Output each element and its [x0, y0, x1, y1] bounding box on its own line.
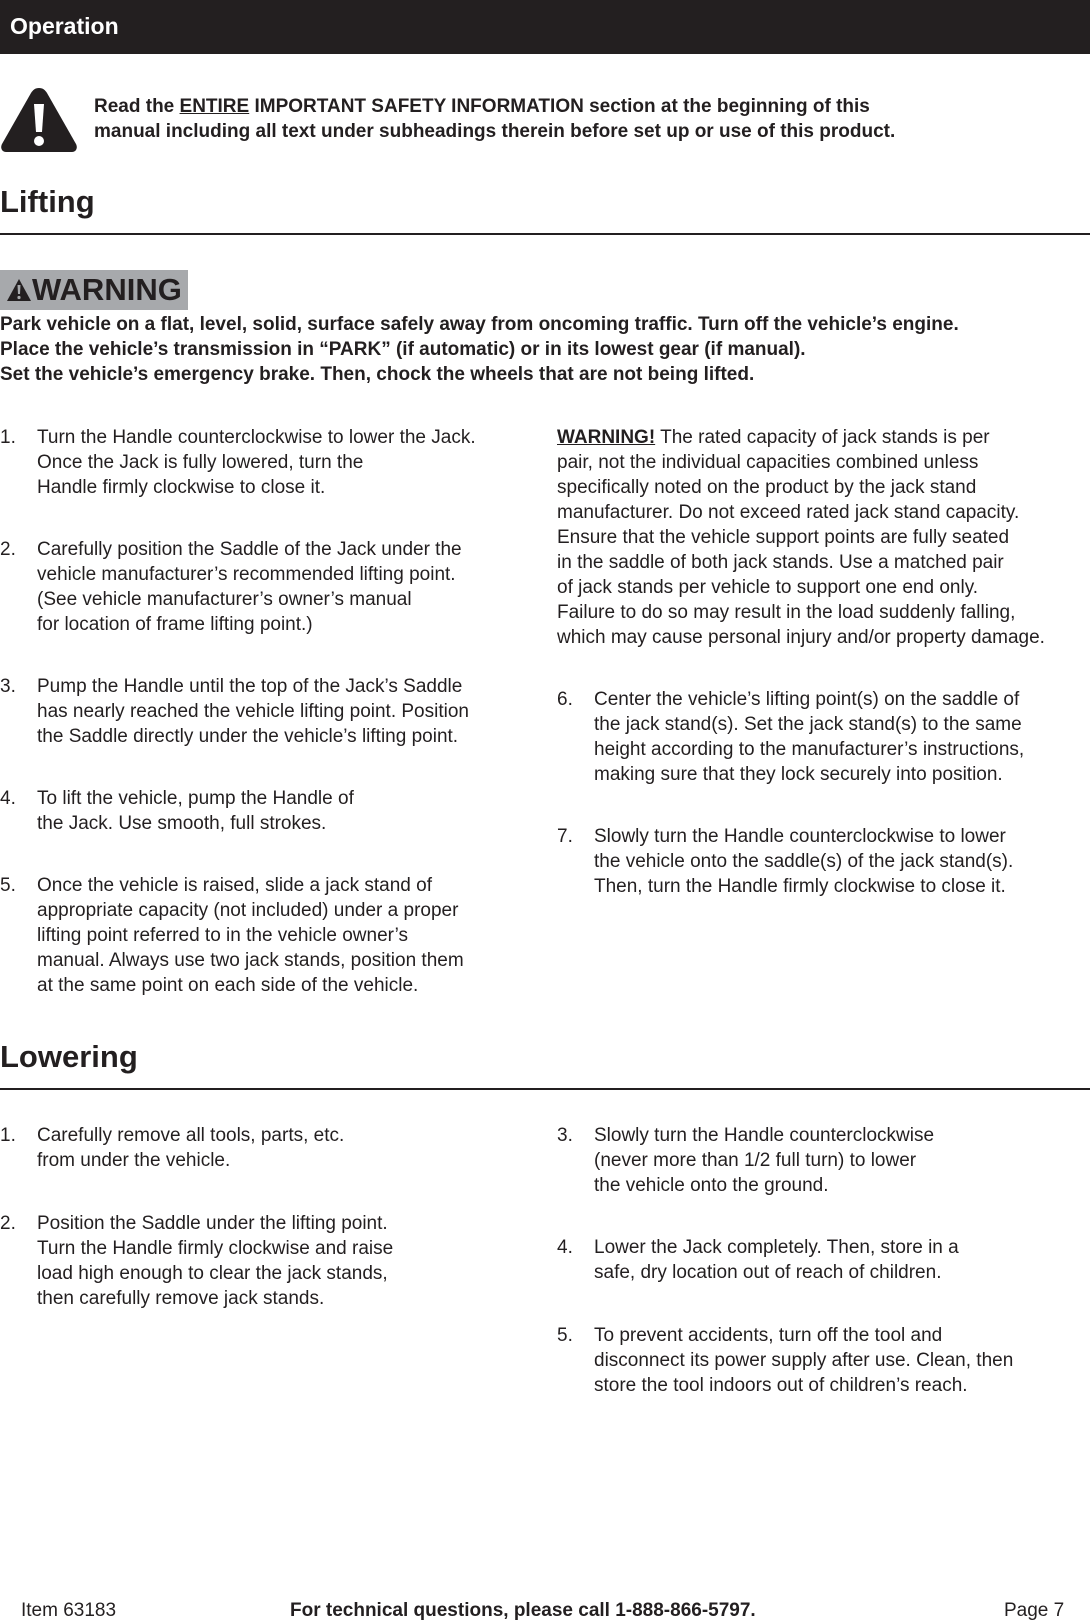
footer-item-number: Item 63183 [21, 1600, 117, 1621]
step-text: from under the vehicle. [37, 1150, 231, 1171]
exclamation-triangle-icon [0, 86, 78, 154]
jack-stand-warning-label: WARNING! [557, 427, 656, 448]
step-text: Carefully position the Saddle of the Jack under the [37, 539, 462, 560]
step-text: Center the vehicle’s lifting point(s) on the saddle of [594, 689, 1020, 710]
step-number: 6. [557, 689, 573, 710]
step-text: height according to the manufacturer’s instructions, [594, 739, 1025, 760]
warning-line: Set the vehicle’s emergency brake. Then, chock the wheels that are not being lifted. [0, 364, 755, 385]
step-text: Pump the Handle until the top of the Jack’s Saddle [37, 676, 463, 697]
lifting-divider [0, 233, 1090, 235]
step-text: for location of frame lifting point.) [37, 614, 313, 635]
safety-notice [94, 94, 1054, 144]
lifting-heading: Lifting [0, 184, 95, 219]
jack-stand-warning-text: which may cause personal injury and/or property damage. [557, 627, 1045, 648]
warning-line: Park vehicle on a flat, level, solid, surface safely away from oncoming traffic. Turn off the vehicle’s engine. [0, 314, 959, 335]
step-number: 4. [0, 788, 16, 809]
warning-line: Place the vehicle’s transmission in “PARK” (if automatic) or in its lowest gear (if manual). [0, 339, 806, 360]
step-text: Once the vehicle is raised, slide a jack stand of [37, 875, 432, 896]
safety-notice-suffix: IMPORTANT SAFETY INFORMATION section at the beginning of this [249, 96, 870, 117]
step-text: To prevent accidents, turn off the tool and [594, 1325, 943, 1346]
safety-notice-line-2: manual including all text under subheadings therein before set up or use of this product. [94, 121, 896, 142]
step-text: then carefully remove jack stands. [37, 1288, 325, 1309]
warning-badge-label: WARNING [32, 272, 182, 307]
step-text: (See vehicle manufacturer’s owner’s manual [37, 589, 412, 610]
jack-stand-warning-text: Failure to do so may result in the load suddenly falling, [557, 602, 1016, 623]
step-number: 3. [557, 1125, 573, 1146]
step-text: lifting point referred to in the vehicle owner’s [37, 925, 409, 946]
step-text: the vehicle onto the saddle(s) of the jack stand(s). [594, 851, 1014, 872]
jack-stand-warning-text: Ensure that the vehicle support points are fully seated [557, 527, 1010, 548]
step-text: Position the Saddle under the lifting point. [37, 1213, 388, 1234]
step-text: has nearly reached the vehicle lifting point. Position [37, 701, 469, 722]
step-text: Lower the Jack completely. Then, store in a [594, 1237, 959, 1258]
lowering-heading: Lowering [0, 1039, 138, 1074]
jack-stand-warning-text: pair, not the individual capacities combined unless [557, 452, 979, 473]
step-number: 1. [0, 1125, 16, 1146]
step-text: Handle firmly clockwise to close it. [37, 477, 326, 498]
jack-stand-warning-text: in the saddle of both jack stands. Use a matched pair [557, 552, 1004, 573]
step-text: To lift the vehicle, pump the Handle of [37, 788, 354, 809]
footer-page-number: Page 7 [1004, 1600, 1065, 1621]
step-number: 2. [0, 1213, 16, 1234]
step-number: 4. [557, 1237, 573, 1258]
jack-stand-warning [557, 425, 1045, 650]
safety-notice-prefix: Read the [94, 96, 180, 117]
step-number: 3. [0, 676, 16, 697]
step-text: the Saddle directly under the vehicle’s lifting point. [37, 726, 459, 747]
footer-tech-support: For technical questions, please call 1-888-866-5797. [290, 1600, 756, 1621]
step-text: Slowly turn the Handle counterclockwise [594, 1125, 935, 1146]
step-text: manual. Always use two jack stands, position them [37, 950, 464, 971]
section-header-bar [0, 0, 1090, 54]
warning-badge [0, 270, 188, 310]
step-text: making sure that they lock securely into position. [594, 764, 1003, 785]
step-text: disconnect its power supply after use. Clean, then [594, 1350, 1014, 1371]
lifting-warning-text [0, 312, 1090, 387]
step-text: load high enough to clear the jack stands, [37, 1263, 388, 1284]
lowering-divider [0, 1088, 1090, 1090]
jack-stand-warning-text: specifically noted on the product by the jack stand [557, 477, 977, 498]
step-number: 5. [0, 875, 16, 896]
step-number: 2. [0, 539, 16, 560]
step-text: store the tool indoors out of children’s reach. [594, 1375, 968, 1396]
step-text: the vehicle onto the ground. [594, 1175, 829, 1196]
step-text: vehicle manufacturer’s recommended lifting point. [37, 564, 456, 585]
jack-stand-warning-text: manufacturer. Do not exceed rated jack stand capacity. [557, 502, 1020, 523]
step-text: Carefully remove all tools, parts, etc. [37, 1125, 345, 1146]
jack-stand-warning-text: of jack stands per vehicle to support one end only. [557, 577, 979, 598]
step-text: Turn the Handle counterclockwise to lower the Jack. [37, 427, 476, 448]
step-text: Slowly turn the Handle counterclockwise to lower [594, 826, 1006, 847]
step-text: the jack stand(s). Set the jack stand(s) to the same [594, 714, 1022, 735]
step-text: (never more than 1/2 full turn) to lower [594, 1150, 917, 1171]
step-text: safe, dry location out of reach of children. [594, 1262, 942, 1283]
page-title: Operation [10, 13, 119, 39]
step-text: Once the Jack is fully lowered, turn the [37, 452, 364, 473]
warning-triangle-icon [6, 278, 32, 302]
step-text: appropriate capacity (not included) under a proper [37, 900, 459, 921]
step-text: Turn the Handle firmly clockwise and raise [37, 1238, 394, 1259]
step-number: 5. [557, 1325, 573, 1346]
safety-notice-emphasis: ENTIRE [179, 96, 250, 117]
jack-stand-warning-text: The rated capacity of jack stands is per [655, 427, 990, 448]
step-text: at the same point on each side of the vehicle. [37, 975, 419, 996]
step-number: 7. [557, 826, 573, 847]
step-text: the Jack. Use smooth, full strokes. [37, 813, 327, 834]
step-text: Then, turn the Handle firmly clockwise to close it. [594, 876, 1006, 897]
step-number: 1. [0, 427, 16, 448]
